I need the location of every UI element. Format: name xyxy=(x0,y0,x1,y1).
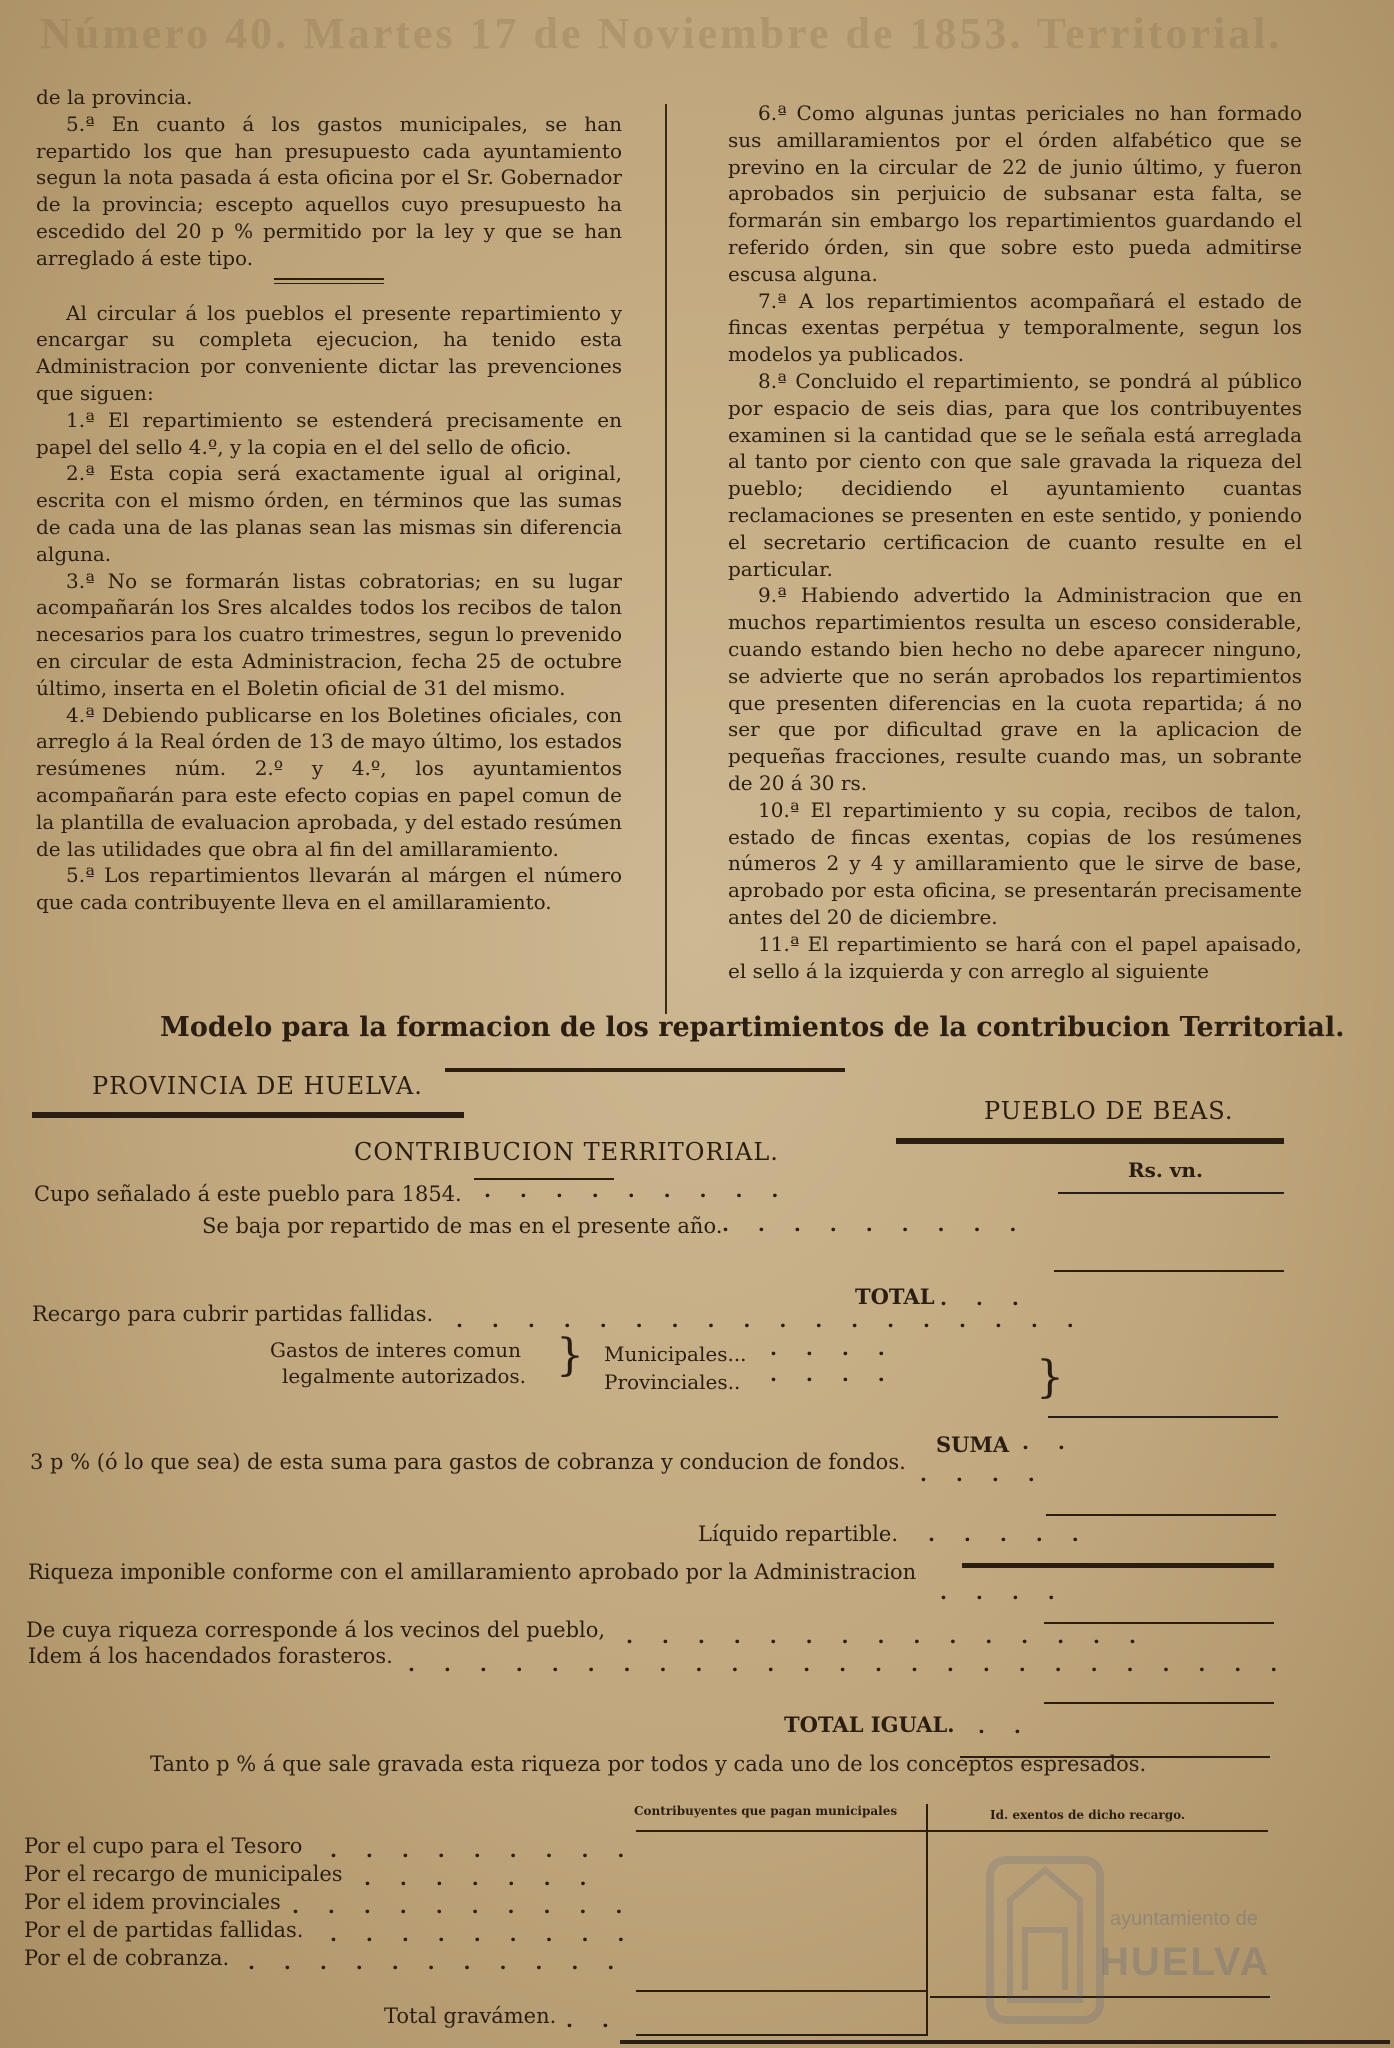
paragraph: de la provincia. xyxy=(36,85,193,109)
city-seal-icon xyxy=(980,1840,1300,2030)
leader-dots: . . . . . . . . . . . xyxy=(248,1950,626,1974)
leader-dots: . . . . . xyxy=(928,1522,1090,1546)
section-divider xyxy=(274,278,384,284)
provinciales-label: Provinciales.. xyxy=(604,1370,741,1394)
amount-line xyxy=(962,1563,1274,1568)
leader-dots: . . . . . . . . . . . . . . . xyxy=(626,1624,1147,1648)
left-column xyxy=(36,84,622,916)
column-header-municipales: Contribuyentes que pagan municipales xyxy=(634,1804,898,1818)
row-label: Por el de cobranza. xyxy=(24,1946,230,1970)
paragraph: 8.ª Concluido el repartimiento, se pondrá al público por espacio de seis dias, para que los contribuyentes examinen si la cantidad que se le señala está arreglada al tanto por ciento con que sale gravada la riqueza del pueblo; decidiendo el ayuntamiento cuantas reclamaciones se presenten en este sentido, y poniendo el secretario certificacion de cuanto resulte en el particular. xyxy=(728,368,1302,581)
leader-dots: . . . . . . . . . . xyxy=(292,1894,634,1918)
row-label: Por el cupo para el Tesoro xyxy=(24,1834,303,1858)
leader-dots: . . xyxy=(566,2008,620,2032)
pueblo-label: PUEBLO DE BEAS. xyxy=(984,1097,1234,1125)
forasteros-label: Idem á los hacendados forasteros. xyxy=(28,1644,393,1668)
leader-dots: . . . . . . . . . xyxy=(330,1922,636,1946)
paragraph: 9.ª Habiendo advertido la Administracion que en muchos repartimientos resulta un esceso considerable, cuando estando bien hecho no debe aparecer ninguno, se advierte que no serán aprobados los repartimientos que presenten diferencias en la cuota repartida; á no ser que por dificultad grave en la aplicacion de pequeñas fracciones, resulte cuando mas, un sobrante de 20 á 30 rs. xyxy=(728,583,1302,795)
amount-line xyxy=(1044,1702,1274,1704)
bottom-rule xyxy=(620,2040,1390,2044)
leader-dots: . . . . . . . . . xyxy=(722,1212,1028,1236)
column-divider xyxy=(665,104,667,1014)
paragraph: 6.ª Como algunas juntas periciales no han formado sus amillaramientos por el órden alfabético que se previno en la circular de 22 de junio último, y fueron aprobados sin perjuicio de subsanar esta falta, se formarán sin embargo los repartimientos guardando el referido órden, sin que sobre esto pueda admitirse escusa alguna. xyxy=(728,101,1302,286)
watermark-small-text: ayuntamiento de xyxy=(1110,1908,1258,1930)
leader-dots: . . . . . . . . . . . . . . . . . . . . . . . . . xyxy=(408,1652,1289,1676)
paragraph: 2.ª Esta copia será exactamente igual al original, escrita con el mismo órden, en términos que las sumas de cada una de las planas sean las mismas sin diferencia alguna. xyxy=(36,461,622,566)
total-igual-label: TOTAL IGUAL. xyxy=(784,1712,955,1737)
leader-dots: . . . . . . . . . xyxy=(330,1838,636,1862)
amount-line xyxy=(1048,1416,1278,1418)
row-label: Por el recargo de municipales xyxy=(24,1862,343,1886)
leader-dots: . . . . . . . . . xyxy=(484,1178,790,1202)
amount-line xyxy=(1046,1514,1276,1516)
province-rule xyxy=(32,1112,464,1118)
leader-dots: . . xyxy=(1022,1430,1076,1454)
leader-dots: . . . . . . . . . . . . . . . . . . xyxy=(456,1308,1085,1332)
leader-dots: . . . . xyxy=(770,1362,896,1386)
amount-line xyxy=(1054,1270,1284,1272)
paragraph: 7.ª A los repartimientos acompañará el estado de fincas exentas perpétua y temporalmente, segun los modelos ya publicados. xyxy=(728,288,1302,367)
model-title: Modelo para la formacion de los repartimientos de la contribucion Territorial. xyxy=(160,1012,1345,1043)
suma-label: SUMA xyxy=(936,1432,1010,1457)
table-total-rule xyxy=(636,1990,928,1992)
leader-dots: . . . . xyxy=(770,1336,896,1360)
paragraph: 4.ª Debiendo publicarse en los Boletines oficiales, con arreglo á la Real órden de 13 de mayo último, los estados resúmenes núm. 2.º y 4.º, los ayuntamientos acompañarán para este efecto copias en papel comun de la plantilla de evaluacion aprobada, y del estado resúmen de las utilidades que obra al fin del amillaramiento. xyxy=(36,702,622,861)
leader-dots: . . . . xyxy=(940,1580,1066,1604)
total-label: TOTAL xyxy=(855,1284,935,1309)
column-header-exentos: Id. exentos de dicho recargo. xyxy=(990,1808,1186,1822)
brace-icon: } xyxy=(1036,1352,1064,1403)
table-column-divider xyxy=(926,1804,928,2036)
paragraph: 5.ª En cuanto á los gastos municipales, se han repartido los que han presupuesto cada ayuntamiento segun la nota pasada á esta oficina por el Sr. Gobernador de la provincia; escepto aquellos cuyo presupuesto ha escedido del 20 p % permitido por la ley y que se han arreglado á este tipo. xyxy=(36,111,622,270)
right-column xyxy=(728,100,1302,984)
faint-header-bleedthrough: Número 40. Martes 17 de Noviembre de 1853. Territorial. xyxy=(40,9,1283,58)
tanto-label: Tanto p % á que sale gravada esta riqueza por todos y cada uno de los conceptos espresados. xyxy=(150,1752,1147,1776)
table-header-rule xyxy=(636,1830,1268,1832)
se-baja-label: Se baja por repartido de mas en el presente año. xyxy=(202,1214,723,1238)
leader-dots: . . . . xyxy=(920,1462,1046,1486)
title-underline xyxy=(445,1068,845,1072)
leader-dots: . . . xyxy=(940,1286,1030,1310)
province-label: PROVINCIA DE HUELVA. xyxy=(92,1072,423,1100)
leader-dots: . . xyxy=(978,1714,1032,1738)
cobranza-label: 3 p % (ó lo que sea) de esta suma para gastos de cobranza y conducion de fondos. xyxy=(30,1450,906,1474)
pueblo-rule xyxy=(896,1138,1284,1144)
brace-icon: } xyxy=(556,1330,584,1381)
contribucion-heading: CONTRIBUCION TERRITORIAL. xyxy=(354,1138,779,1166)
paragraph: 1.ª El repartimiento se estenderá precisamente en papel del sello 4.º, y la copia en el del sello de oficio. xyxy=(36,407,622,459)
leader-dots: . . . . . . . xyxy=(364,1866,598,1890)
riqueza-label: Riqueza imponible conforme con el amillaramiento aprobado por la Administracion xyxy=(28,1560,917,1584)
row-label: Por el idem provinciales xyxy=(24,1890,281,1914)
municipales-label: Municipales... xyxy=(604,1342,747,1366)
gastos-label-1: Gastos de interes comun xyxy=(270,1338,521,1362)
liquido-label: Líquido repartible. xyxy=(698,1522,898,1546)
paragraph: 5.ª Los repartimientos llevarán al márgen el número que cada contribuyente lleva en el amillaramiento. xyxy=(36,863,622,915)
gastos-label-2: legalmente autorizados. xyxy=(282,1364,527,1388)
paragraph: 3.ª No se formarán listas cobratorias; en su lugar acompañarán los Sres alcaldes todos los recibos de talon necesarios para los cuatro trimestres, segun lo prevenido en circular de esta Administracion, fecha 25 de octubre último, inserta en el Boletin oficial de 31 del mismo. xyxy=(36,568,622,700)
amount-line xyxy=(1058,1192,1284,1194)
total-gravamen-label: Total gravámen. xyxy=(384,2004,557,2028)
cupo-label: Cupo señalado á este pueblo para 1854. xyxy=(34,1182,462,1206)
watermark-large-text: HUELVA xyxy=(1100,1940,1271,1984)
paragraph: 11.ª El repartimiento se hará con el papel apaisado, el sello á la izquierda y con arreglo al siguiente xyxy=(728,931,1302,983)
paragraph: Al circular á los pueblos el presente repartimiento y encargar su completa ejecucion, ha tenido esta Administracion por conveniente dictar las prevenciones que siguen: xyxy=(36,300,622,405)
vecinos-label: De cuya riqueza corresponde á los vecinos del pueblo, xyxy=(26,1618,606,1642)
paragraph: 10.ª El repartimiento y su copia, recibos de talon, estado de fincas exentas, copias de los resúmenes números 2 y 4 y amillaramiento que le sirve de base, aprobado por esta oficina, se presentarán precisamente antes del 20 de diciembre. xyxy=(728,797,1302,929)
row-label: Por el de partidas fallidas. xyxy=(24,1918,304,1942)
table-bottom-rule xyxy=(636,2034,928,2036)
currency-header: Rs. vn. xyxy=(1128,1158,1203,1182)
recargo-label: Recargo para cubrir partidas fallidas. xyxy=(32,1302,434,1326)
